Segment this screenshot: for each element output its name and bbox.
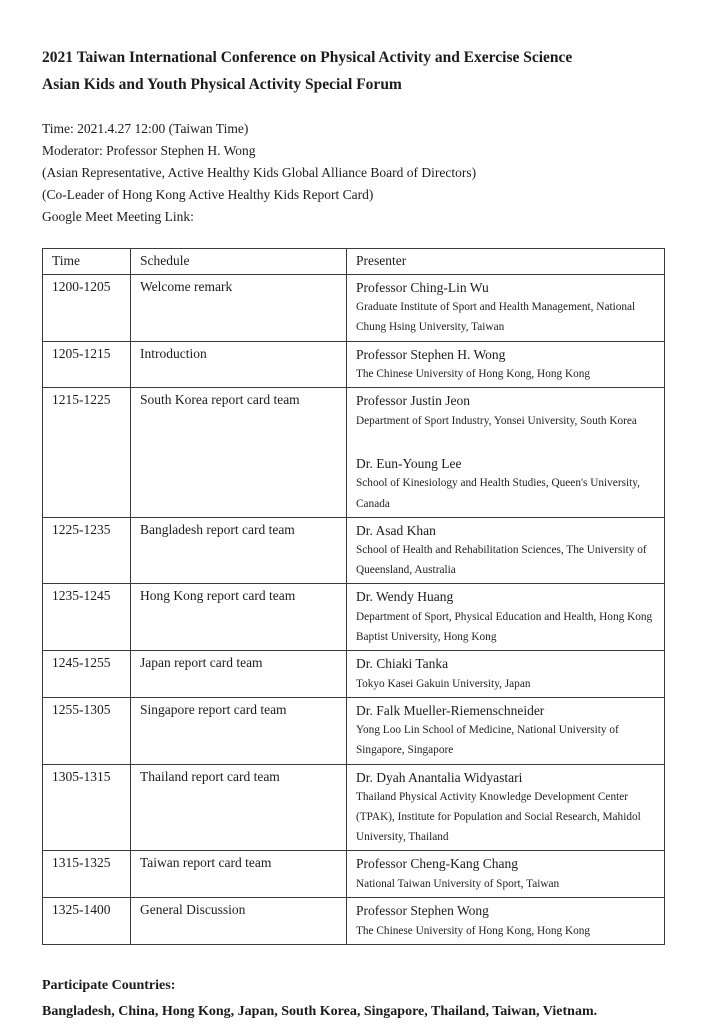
column-header-schedule: Schedule <box>131 249 347 275</box>
presenter-name: Dr. Falk Mueller-Riemenschneider <box>356 702 545 718</box>
time-cell: 1245-1255 <box>43 651 131 698</box>
meta-block <box>42 118 683 228</box>
presenter-affiliation: Department of Sport, Physical Education and Health, Hong Kong Baptist University, Hong Kong <box>356 610 653 644</box>
time-cell: 1255-1305 <box>43 697 131 764</box>
time-cell: 1200-1205 <box>43 274 131 341</box>
presenter-affiliation: The Chinese University of Hong Kong, Hong Kong <box>356 368 591 381</box>
participate-countries-label: Participate Countries: <box>42 977 176 993</box>
meta-meeting-link: Google Meet Meeting Link: <box>42 209 194 225</box>
table-row <box>43 697 665 764</box>
schedule-cell: Taiwan report card team <box>131 851 347 898</box>
schedule-cell: Hong Kong report card team <box>131 584 347 651</box>
time-cell: 1215-1225 <box>43 388 131 517</box>
presenter-affiliation: Graduate Institute of Sport and Health Management, National Chung Hsing University, Taiwan <box>356 301 636 334</box>
column-header-presenter: Presenter <box>347 249 665 275</box>
table-row <box>43 851 665 898</box>
participate-countries-list: Bangladesh, China, Hong Kong, Japan, South Korea, Singapore, Thailand, Taiwan, Vietnam. <box>42 1004 598 1020</box>
table-row <box>43 584 665 651</box>
participate-countries-block <box>42 973 683 1024</box>
presenter-cell <box>347 274 665 341</box>
time-cell: 1315-1325 <box>43 851 131 898</box>
table-row <box>43 274 665 341</box>
presenter-name: Dr. Wendy Huang <box>356 589 454 605</box>
schedule-cell: South Korea report card team <box>131 388 347 517</box>
column-header-time: Time <box>43 249 131 275</box>
table-row <box>43 341 665 388</box>
presenter-cell <box>347 584 665 651</box>
title-line-2: Asian Kids and Youth Physical Activity Special Forum <box>42 76 402 94</box>
presenter-affiliation: The Chinese University of Hong Kong, Hong Kong <box>356 924 591 937</box>
schedule-cell: Thailand report card team <box>131 764 347 851</box>
schedule-cell: Introduction <box>131 341 347 388</box>
presenter-name: Professor Justin Jeon <box>356 393 470 409</box>
presenter-affiliation: National Taiwan University of Sport, Taiwan <box>356 877 560 890</box>
table-row <box>43 517 665 584</box>
schedule-table-body <box>43 274 665 944</box>
time-cell: 1225-1235 <box>43 517 131 584</box>
time-cell: 1305-1315 <box>43 764 131 851</box>
presenter-affiliation: School of Health and Rehabilitation Sciences, The University of Queensland, Australia <box>356 544 647 577</box>
presenter-name: Dr. Chiaki Tanka <box>356 656 449 672</box>
presenter-gap <box>356 431 656 453</box>
schedule-cell: Japan report card team <box>131 651 347 698</box>
page-title <box>42 44 683 98</box>
meta-representative: (Asian Representative, Active Healthy Kids Global Alliance Board of Directors) <box>42 165 477 181</box>
schedule-cell: Singapore report card team <box>131 697 347 764</box>
presenter-affiliation: Thailand Physical Activity Knowledge Development Center (TPAK), Institute for Population and Social Research, Mahidol University, Thailand <box>356 791 641 844</box>
presenter-affiliation: School of Kinesiology and Health Studies, Queen's University, Canada <box>356 477 640 510</box>
presenter-affiliation: Yong Loo Lin School of Medicine, National University of Singapore, Singapore <box>356 724 619 757</box>
presenter-cell <box>347 898 665 945</box>
presenter-name: Professor Ching-Lin Wu <box>356 279 489 295</box>
table-row <box>43 388 665 517</box>
schedule-cell: General Discussion <box>131 898 347 945</box>
presenter-name: Dr. Eun-Young Lee <box>356 455 462 471</box>
schedule-cell: Welcome remark <box>131 274 347 341</box>
presenter-name: Dr. Asad Khan <box>356 522 436 538</box>
presenter-affiliation: Tokyo Kasei Gakuin University, Japan <box>356 677 531 690</box>
schedule-cell: Bangladesh report card team <box>131 517 347 584</box>
presenter-cell <box>347 517 665 584</box>
time-cell: 1235-1245 <box>43 584 131 651</box>
presenter-cell <box>347 764 665 851</box>
table-header-row <box>43 249 665 275</box>
meta-coleader: (Co-Leader of Hong Kong Active Healthy Kids Report Card) <box>42 187 374 203</box>
presenter-cell <box>347 388 665 517</box>
presenter-cell <box>347 341 665 388</box>
presenter-name: Professor Cheng-Kang Chang <box>356 856 518 872</box>
table-row <box>43 898 665 945</box>
time-cell: 1205-1215 <box>43 341 131 388</box>
schedule-table <box>42 248 665 944</box>
presenter-affiliation: Department of Sport Industry, Yonsei University, South Korea <box>356 414 637 427</box>
presenter-cell <box>347 697 665 764</box>
presenter-cell <box>347 651 665 698</box>
table-row <box>43 651 665 698</box>
presenter-name: Professor Stephen Wong <box>356 903 489 919</box>
presenter-cell <box>347 851 665 898</box>
title-line-1: 2021 Taiwan International Conference on Physical Activity and Exercise Science <box>42 49 573 66</box>
presenter-name: Dr. Dyah Anantalia Widyastari <box>356 769 523 785</box>
table-row <box>43 764 665 851</box>
time-cell: 1325-1400 <box>43 898 131 945</box>
presenter-name: Professor Stephen H. Wong <box>356 346 506 362</box>
meta-time: Time: 2021.4.27 12:00 (Taiwan Time) <box>42 121 249 137</box>
meta-moderator: Moderator: Professor Stephen H. Wong <box>42 143 256 159</box>
